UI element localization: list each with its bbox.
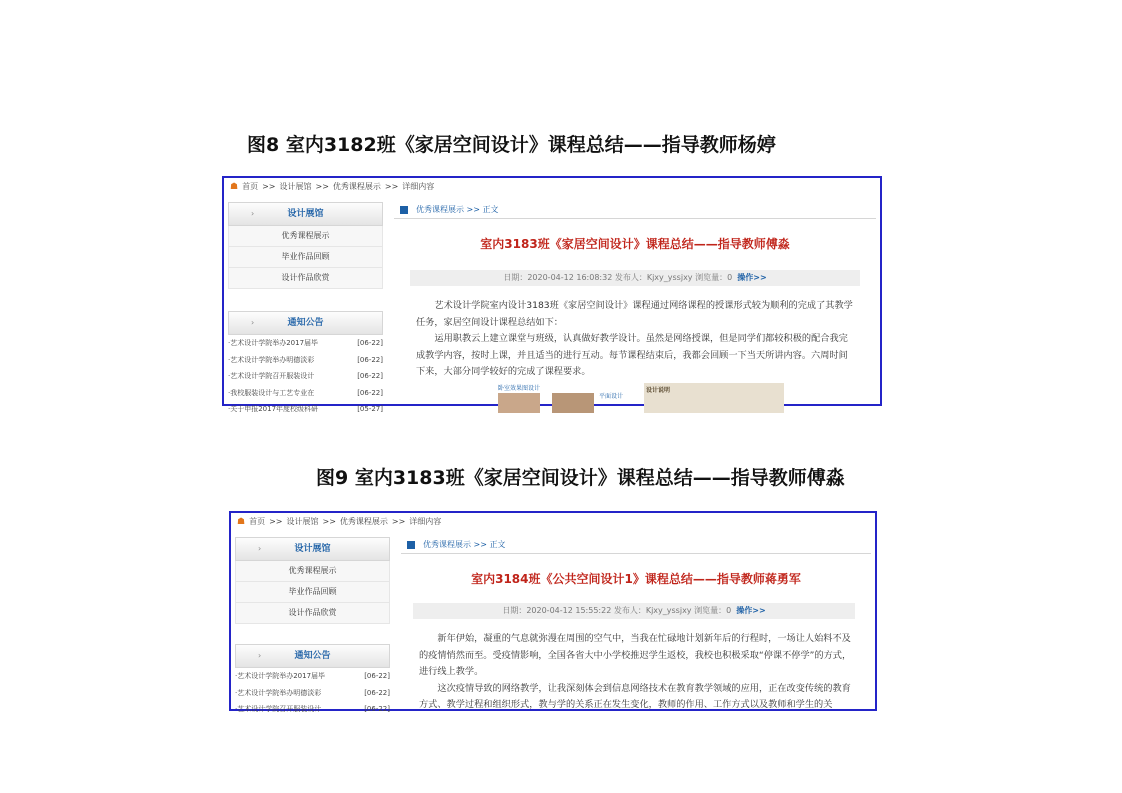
sidebar-section-notices[interactable] bbox=[228, 311, 383, 335]
operation-link[interactable]: 操作>> bbox=[736, 606, 766, 615]
article-paragraph: 运用职教云上建立课堂与班级，认真做好教学设计。虽然是网络授课，但是同学们都较积极的配合我完成教学内容，按时上课，并且适当的进行互动。每节课程结束后，我都会回顾一下当天所讲内容。六周时间下来，大部分同学较好的完成了课程要求。 bbox=[416, 333, 848, 377]
sidebar-section-title: 设计展馆 bbox=[294, 544, 331, 554]
breadcrumb-sep: >> bbox=[384, 182, 399, 191]
chevron-right-icon: › bbox=[258, 651, 262, 660]
article-meta-text: 日期：2020-04-12 16:08:32 发布人：Kjxy_yssjxy 浏览量：0 bbox=[503, 273, 733, 282]
notice-title[interactable]: ·艺术设计学院举办2017届毕 bbox=[228, 339, 319, 347]
sidebar-section-gallery[interactable] bbox=[235, 537, 390, 561]
breadcrumb-gallery[interactable]: 设计展馆 bbox=[279, 182, 312, 191]
article-title: 室内3184班《公共空间设计1》课程总结——指导教师蒋勇军 bbox=[471, 572, 801, 586]
breadcrumb bbox=[230, 181, 438, 192]
notice-date: [06-22] bbox=[364, 705, 390, 713]
screenshot-9 bbox=[229, 511, 877, 711]
notice-date: [05-27] bbox=[357, 405, 383, 413]
sidebar-section-title: 设计展馆 bbox=[287, 209, 324, 219]
sidebar-item-courses[interactable]: 优秀课程展示 bbox=[228, 226, 383, 247]
sidebar bbox=[235, 537, 390, 718]
breadcrumb bbox=[237, 516, 445, 527]
article-breadcrumb[interactable] bbox=[394, 202, 876, 219]
article-body bbox=[401, 631, 871, 714]
article-panel bbox=[394, 202, 876, 413]
notice-date: [06-22] bbox=[357, 355, 383, 364]
figure-caption-9: 图9 室内3183班《家居空间设计》课程总结——指导教师傅淼 bbox=[316, 467, 845, 489]
breadcrumb-current: 详细内容 bbox=[409, 517, 442, 526]
document-icon bbox=[407, 541, 415, 549]
article-images bbox=[394, 383, 876, 413]
sidebar-item-courses[interactable]: 优秀课程展示 bbox=[235, 561, 390, 582]
sidebar-item-graduation[interactable]: 毕业作品回顾 bbox=[235, 582, 390, 603]
notice-date: [06-22] bbox=[357, 339, 383, 347]
notice-item[interactable] bbox=[235, 701, 390, 718]
sidebar-section-title: 通知公告 bbox=[294, 651, 331, 661]
home-icon[interactable]: ☗ bbox=[230, 182, 239, 192]
chevron-right-icon: › bbox=[251, 209, 255, 218]
notice-date: [06-22] bbox=[357, 372, 383, 380]
sidebar-section-notices[interactable] bbox=[235, 644, 390, 668]
breadcrumb-sep: >> bbox=[391, 517, 406, 526]
document-icon bbox=[400, 206, 408, 214]
article-breadcrumb-text[interactable]: 优秀课程展示 >> 正文 bbox=[423, 540, 506, 549]
bedroom-render-image bbox=[498, 393, 540, 413]
notice-title[interactable]: ·艺术设计学院举办明德淡彩 bbox=[228, 355, 315, 364]
article-body bbox=[394, 298, 876, 381]
notice-date: [06-22] bbox=[357, 388, 383, 397]
notice-item[interactable] bbox=[228, 401, 383, 418]
sidebar-item-works[interactable]: 设计作品欣赏 bbox=[228, 268, 383, 289]
screenshot-8 bbox=[222, 176, 882, 413]
article-paragraph: 这次疫情导致的网络教学，让我深刻体会到信息网络技术在教育教学领域的应用，正在改变传统的教育方式、教学过程和组织形式，教与学的关系正在发生变化，教师的作用、工作方式以及教师和学生的关 bbox=[419, 682, 851, 710]
notice-item[interactable] bbox=[228, 385, 383, 402]
article-title: 室内3183班《家居空间设计》课程总结——指导教师傅淼 bbox=[480, 237, 790, 251]
thumb-caption: 卧室效果图设计 bbox=[498, 384, 541, 392]
breadcrumb-sep: >> bbox=[262, 182, 276, 191]
notice-title[interactable]: ·艺术设计学院召开服装设计 bbox=[235, 705, 322, 713]
sidebar-item-graduation[interactable]: 毕业作品回顾 bbox=[228, 247, 383, 268]
sidebar-item-works[interactable]: 设计作品欣赏 bbox=[235, 603, 390, 624]
breadcrumb-courses[interactable]: 优秀课程展示 bbox=[339, 517, 388, 526]
notice-title[interactable]: ·艺术设计学院召开服装设计 bbox=[228, 372, 315, 380]
sidebar-section-title: 通知公告 bbox=[287, 318, 324, 328]
article-paragraph: 新年伊始，凝重的气息就弥漫在周围的空气中，当我在忙碌地计划新年后的行程时，一场让人始料不及的疫情悄然而至。受疫情影响，全国各省大中小学校推迟学生返校，我校也积极采取“停课不停学”的方式，进行线上教学。 bbox=[419, 633, 852, 677]
notice-date: [06-22] bbox=[364, 688, 390, 697]
bedroom-render-image bbox=[552, 393, 594, 413]
notice-title[interactable]: ·关于申报2017年度校级科研 bbox=[228, 405, 319, 413]
sidebar-section-gallery[interactable] bbox=[228, 202, 383, 226]
figure-caption-8: 图8 室内3182班《家居空间设计》课程总结——指导教师杨婷 bbox=[247, 134, 776, 156]
sidebar bbox=[228, 202, 383, 418]
article-meta-text: 日期：2020-04-12 15:55:22 发布人：Kjxy_yssjxy 浏览量：0 bbox=[502, 606, 732, 615]
chevron-right-icon: › bbox=[251, 318, 255, 327]
notice-item[interactable] bbox=[228, 352, 383, 369]
breadcrumb-home[interactable]: 首页 bbox=[242, 182, 259, 191]
chevron-right-icon: › bbox=[258, 544, 262, 553]
article-paragraph: 艺术设计学院室内设计3183班《家居空间设计》课程通过网络课程的授课形式较为顺利的完成了其教学任务，家居空间设计课程总结如下： bbox=[416, 300, 853, 328]
notice-date: [06-22] bbox=[364, 672, 390, 680]
notice-item[interactable] bbox=[235, 685, 390, 702]
article-meta bbox=[413, 603, 855, 619]
breadcrumb-sep: >> bbox=[269, 517, 283, 526]
notice-title[interactable]: ·我校服装设计与工艺专业在 bbox=[228, 388, 315, 397]
breadcrumb-current: 详细内容 bbox=[402, 182, 435, 191]
breadcrumb-gallery[interactable]: 设计展馆 bbox=[286, 517, 319, 526]
notice-title[interactable]: ·艺术设计学院举办明德淡彩 bbox=[235, 688, 322, 697]
article-panel bbox=[401, 537, 871, 714]
design-notes-image bbox=[644, 383, 784, 413]
notice-title[interactable]: ·艺术设计学院举办2017届毕 bbox=[235, 672, 326, 680]
breadcrumb-sep: >> bbox=[315, 182, 329, 191]
design-notes-label: 设计说明 bbox=[646, 386, 671, 394]
operation-link[interactable]: 操作>> bbox=[737, 273, 767, 282]
breadcrumb-sep: >> bbox=[322, 517, 336, 526]
article-breadcrumb-text[interactable]: 优秀课程展示 >> 正文 bbox=[416, 205, 499, 214]
notice-item[interactable] bbox=[228, 368, 383, 385]
notice-item[interactable] bbox=[235, 668, 390, 685]
thumb-caption: 平面设计 bbox=[599, 392, 624, 400]
article-meta bbox=[410, 270, 860, 286]
notice-item[interactable] bbox=[228, 335, 383, 352]
breadcrumb-courses[interactable]: 优秀课程展示 bbox=[332, 182, 381, 191]
article-breadcrumb[interactable] bbox=[401, 537, 871, 554]
breadcrumb-home[interactable]: 首页 bbox=[249, 517, 266, 526]
home-icon[interactable]: ☗ bbox=[237, 517, 246, 527]
